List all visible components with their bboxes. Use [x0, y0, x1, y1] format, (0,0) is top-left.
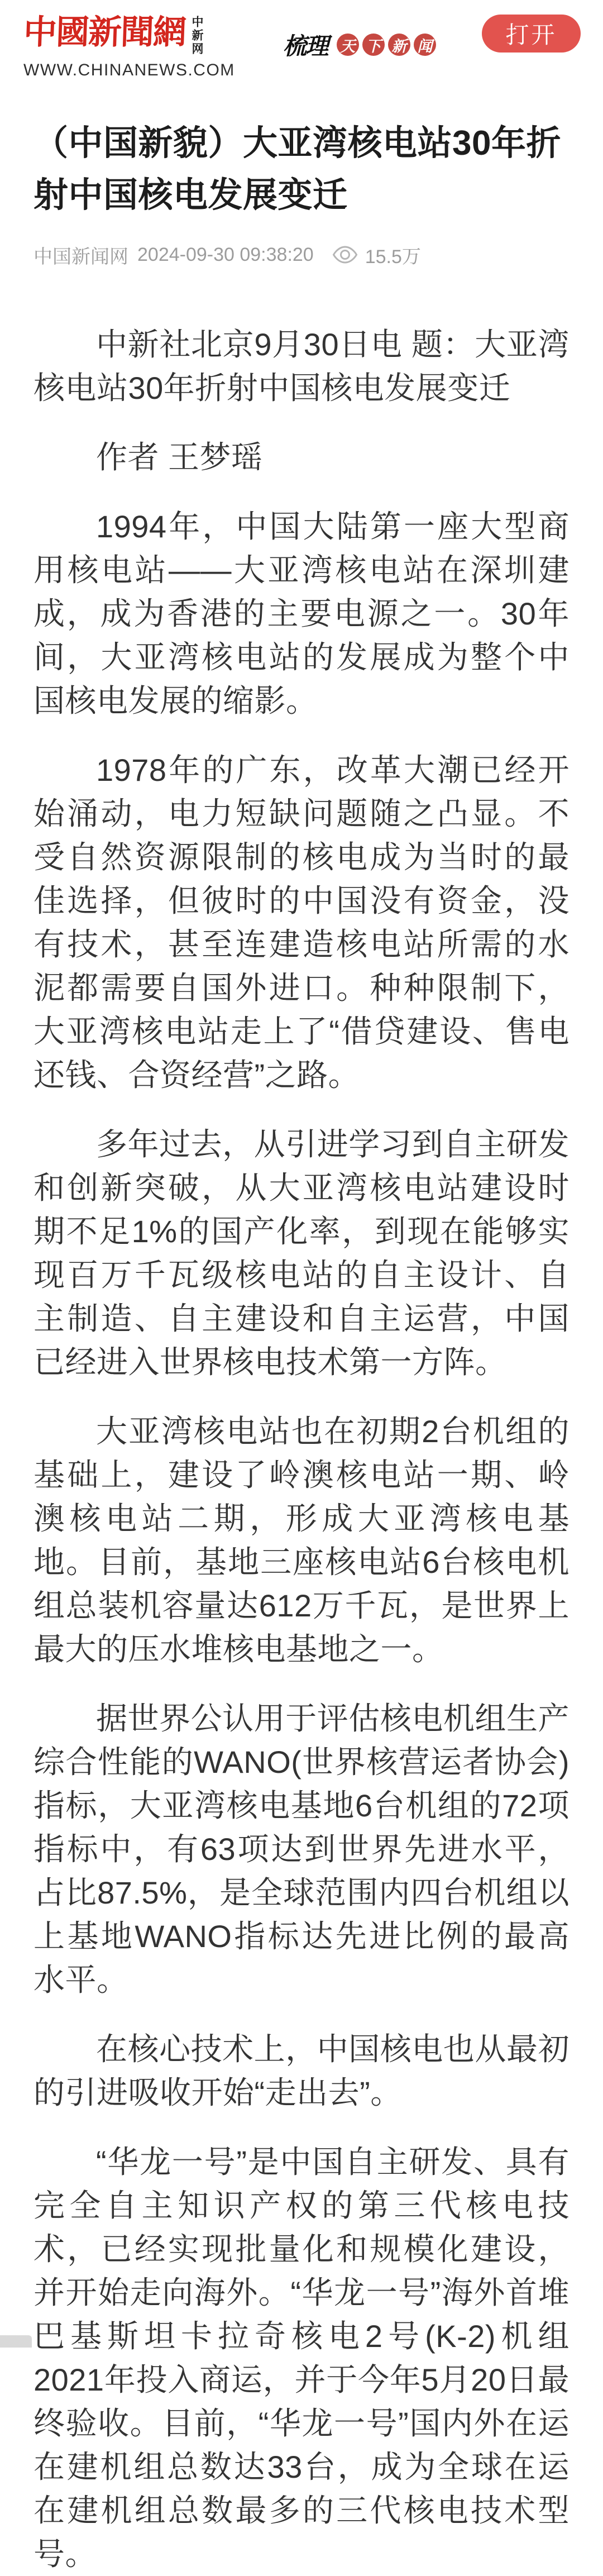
slogan-circle: 闻 — [414, 34, 436, 56]
slogan-prefix-text: 梳理 — [283, 32, 328, 60]
open-app-button[interactable]: 打开 — [482, 15, 581, 53]
article-title: （中国新貌）大亚湾核电站30年折射中国核电发展变迁 — [34, 124, 561, 214]
slogan-circle: 新 — [388, 34, 410, 56]
article-paragraph: 多年过去，从引进学习到自主研发和创新突破，从大亚湾核电站建设时期不足1%的国产化率，到现在能够实现百万千瓦级核电站的自主设计、自主制造、自主建设和自主运营，中国已经进入世界核电技术第一方阵。 — [34, 1127, 570, 1380]
article-paragraph: 据世界公认用于评估核电机组生产综合性能的WANO(世界核营运者协会)指标，大亚湾核电基地6台机组的72项指标中，有63项达到世界先进水平，占比87.5%，是全球范围内四台机组以上基地WANO指标达先进比例的最高水平。 — [34, 1701, 570, 1997]
article-paragraph: 1994年，中国大陆第一座大型商用核电站——大亚湾核电站在深圳建成，成为香港的主要电源之一。30年间，大亚湾核电站的发展成为整个中国核电发展的缩影。 — [34, 509, 570, 718]
view-count: 15.5万 — [365, 246, 421, 268]
article-paragraph: 1978年的广东，改革大潮已经开始涌动，电力短缺问题随之凸显。不受自然资源限制的核电成为当时的最佳选择，但彼时的中国没有资金，没有技术，甚至连建造核电站所需的水泥都需要自国外进口。种种限制下，大亚湾核电站走上了“借贷建设、售电还钱、合资经营”之路。 — [34, 752, 570, 1093]
eye-icon — [332, 245, 358, 264]
article-paragraph: “华龙一号”是中国自主研发、具有完全自主知识产权的第三代核电技术，已经实现批量化和规模化建设，并开始走向海外。“华龙一号”海外首堆巴基斯坦卡拉奇核电2号(K-2)机组2021年投入商运，并于今年5月20日最终验收。目前，“华龙一号”国内外在运在建机组总数达33台，成为全球在运在建机组总数最多的三代核电技术型号。 — [34, 2144, 570, 2572]
site-slogan — [283, 28, 436, 61]
site-logo[interactable] — [23, 15, 235, 80]
slogan-circle: 下 — [362, 34, 385, 56]
logo-calligraphy-text: 中國新聞網 — [22, 13, 186, 52]
article-paragraph: 中新社北京9月30日电 题：大亚湾核电站30年折射中国核电发展变迁 — [34, 327, 570, 406]
bottom-left-partial-block — [0, 2335, 32, 2348]
article-publish-time: 2024-09-30 09:38:20 — [137, 244, 314, 265]
site-header — [0, 0, 603, 78]
article-paragraph: 在核心技术上，中国核电也从最初的引进吸收开始“走出去”。 — [34, 2031, 570, 2110]
logo-vertical-text: 中新网 — [190, 16, 204, 56]
article-meta — [34, 244, 570, 266]
article-paragraph: 作者 王梦瑶 — [96, 440, 263, 475]
logo-row — [23, 15, 235, 56]
article-body — [34, 323, 570, 2576]
slogan-circle: 天 — [337, 34, 359, 56]
slogan-circles — [333, 34, 436, 56]
article-source: 中国新闻网 — [34, 246, 128, 268]
logo-url-text: WWW.CHINANEWS.COM — [23, 61, 235, 79]
article-paragraph: 大亚湾核电站也在初期2台机组的基础上，建设了岭澳核电站一期、岭澳核电站二期，形成大亚湾核电基地。目前，基地三座核电站6台核电机组总装机容量达612万千瓦，是世界上最大的压水堆核电基地之一。 — [34, 1414, 570, 1667]
